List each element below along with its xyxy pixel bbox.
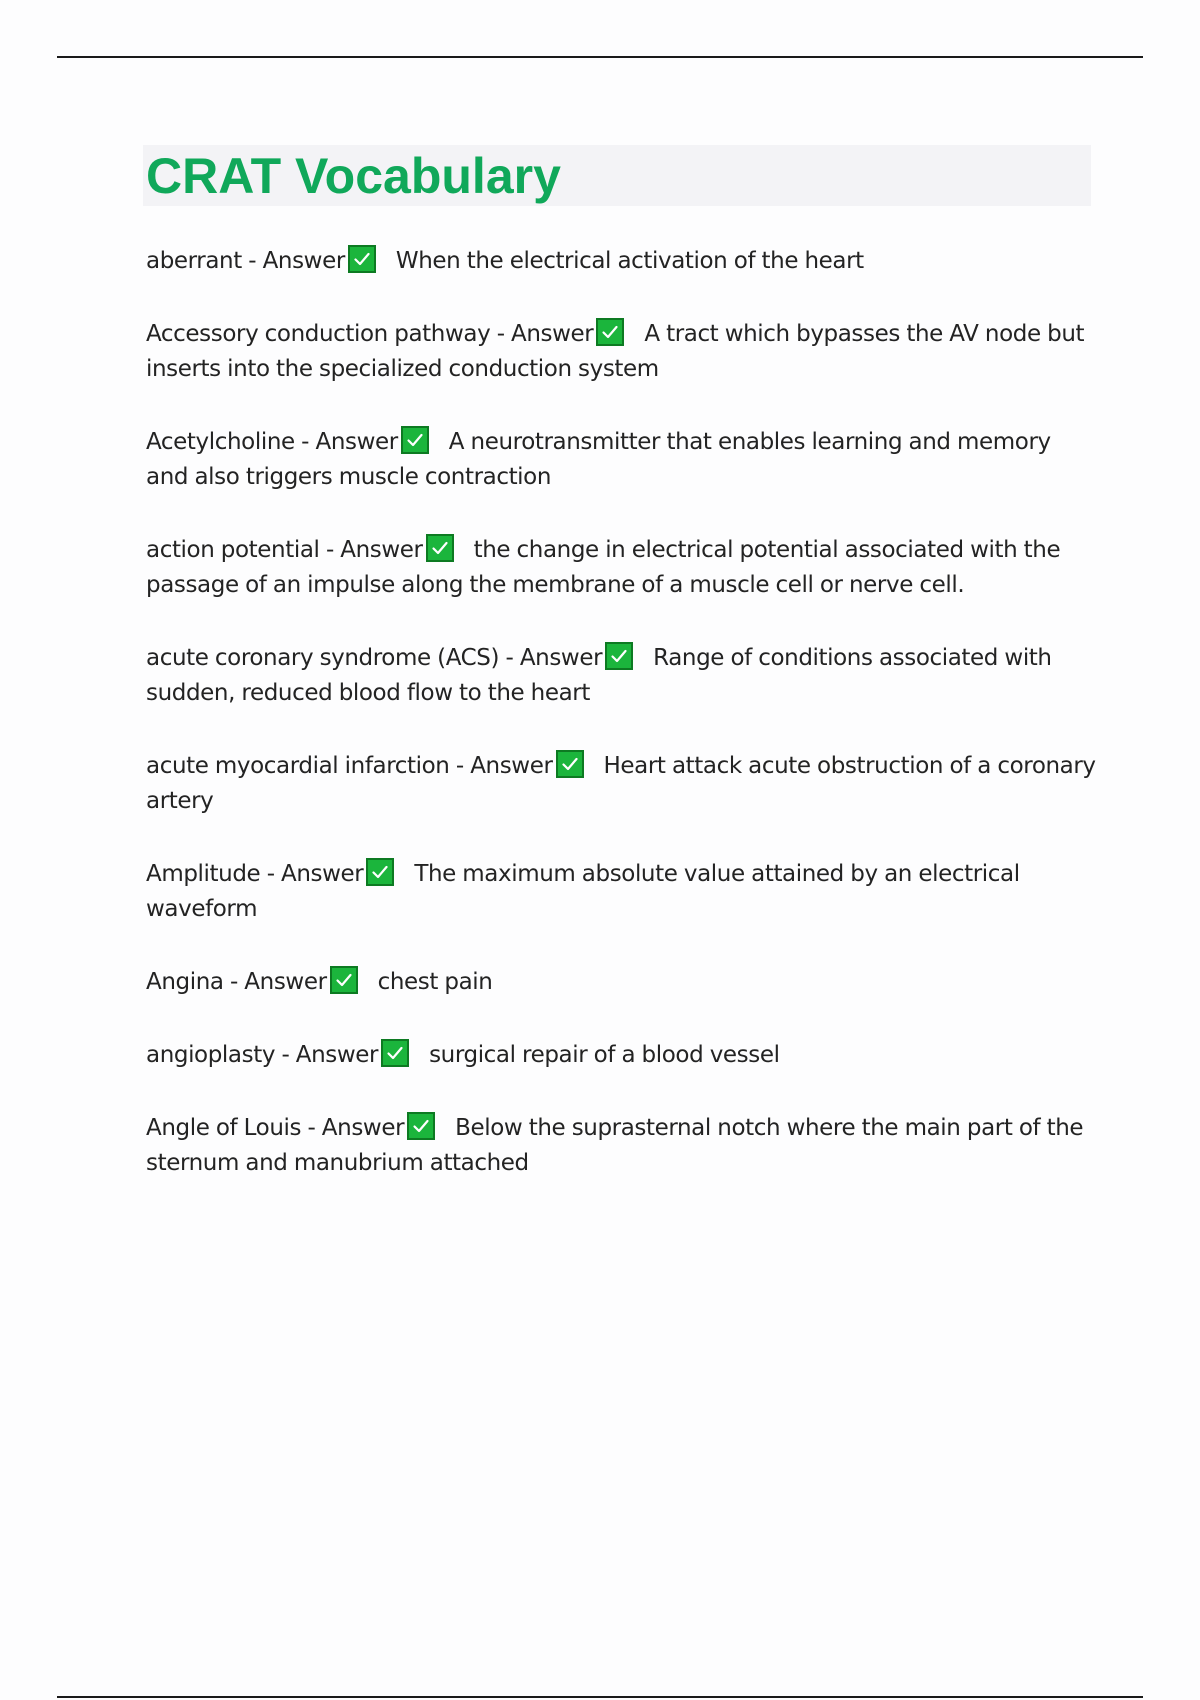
check-mark-icon <box>407 1112 435 1140</box>
vocabulary-entry <box>146 965 1096 1000</box>
check-mark-icon <box>605 642 633 670</box>
vocabulary-term: acute myocardial infarction <box>146 753 450 779</box>
vocabulary-term: Amplitude <box>146 861 261 887</box>
title-banner <box>143 145 1091 206</box>
vocabulary-entry <box>146 749 1096 819</box>
answer-label: - Answer <box>455 753 553 779</box>
vocabulary-definition: A tract which bypasses the AV node but inserts into the specialized conduction system <box>146 321 1085 382</box>
vocabulary-definition: Heart attack acute obstruction of a coronary artery <box>146 753 1096 814</box>
vocabulary-entry <box>146 1111 1096 1181</box>
vocabulary-term: angioplasty <box>146 1042 276 1068</box>
check-mark-icon <box>556 750 584 778</box>
vocabulary-definition: surgical repair of a blood vessel <box>429 1042 780 1068</box>
vocabulary-definition: A neurotransmitter that enables learning and memory and also triggers muscle contraction <box>146 429 1051 490</box>
vocabulary-term: Angle of Louis <box>146 1115 302 1141</box>
answer-label: - Answer <box>281 1042 379 1068</box>
answer-label: - Answer <box>301 429 398 455</box>
answer-label: - Answer <box>307 1115 405 1141</box>
document-title: CRAT Vocabulary <box>146 148 561 204</box>
vocabulary-definition: chest pain <box>377 969 493 995</box>
answer-label: - Answer <box>496 321 594 347</box>
vocabulary-term: Acetylcholine <box>146 429 295 455</box>
vocabulary-definition: When the electrical activation of the heart <box>395 248 864 274</box>
vocabulary-term: action potential <box>146 537 320 563</box>
vocabulary-term: Accessory conduction pathway <box>146 321 491 347</box>
answer-label: - Answer <box>248 248 345 274</box>
vocabulary-entry <box>146 244 1096 279</box>
vocabulary-entry <box>146 317 1096 387</box>
vocabulary-list <box>146 244 1096 1219</box>
footer-rule <box>57 1696 1143 1698</box>
answer-label: - Answer <box>230 969 327 995</box>
vocabulary-entry <box>146 1038 1096 1073</box>
answer-label: - Answer <box>505 645 603 671</box>
vocabulary-definition: The maximum absolute value attained by an electrical waveform <box>146 861 1020 922</box>
check-mark-icon <box>366 858 394 886</box>
vocabulary-term: acute coronary syndrome (ACS) <box>146 645 500 671</box>
answer-label: - Answer <box>266 861 364 887</box>
vocabulary-entry <box>146 857 1096 927</box>
answer-label: - Answer <box>325 537 423 563</box>
vocabulary-entry <box>146 533 1096 603</box>
check-mark-icon <box>426 534 454 562</box>
vocabulary-definition: the change in electrical potential associated with the passage of an impulse along the membrane of a muscle cell or nerve cell. <box>146 537 1061 598</box>
vocabulary-entry <box>146 641 1096 711</box>
vocabulary-definition: Below the suprasternal notch where the main part of the sternum and manubrium attached <box>146 1115 1084 1176</box>
check-mark-icon <box>330 966 358 994</box>
check-mark-icon <box>401 426 429 454</box>
check-mark-icon <box>381 1039 409 1067</box>
check-mark-icon <box>596 318 624 346</box>
vocabulary-entry <box>146 425 1096 495</box>
vocabulary-term: Angina <box>146 969 224 995</box>
header-rule <box>57 56 1143 58</box>
vocabulary-term: aberrant <box>146 248 242 274</box>
vocabulary-definition: Range of conditions associated with sudden, reduced blood flow to the heart <box>146 645 1052 706</box>
check-mark-icon <box>348 245 376 273</box>
